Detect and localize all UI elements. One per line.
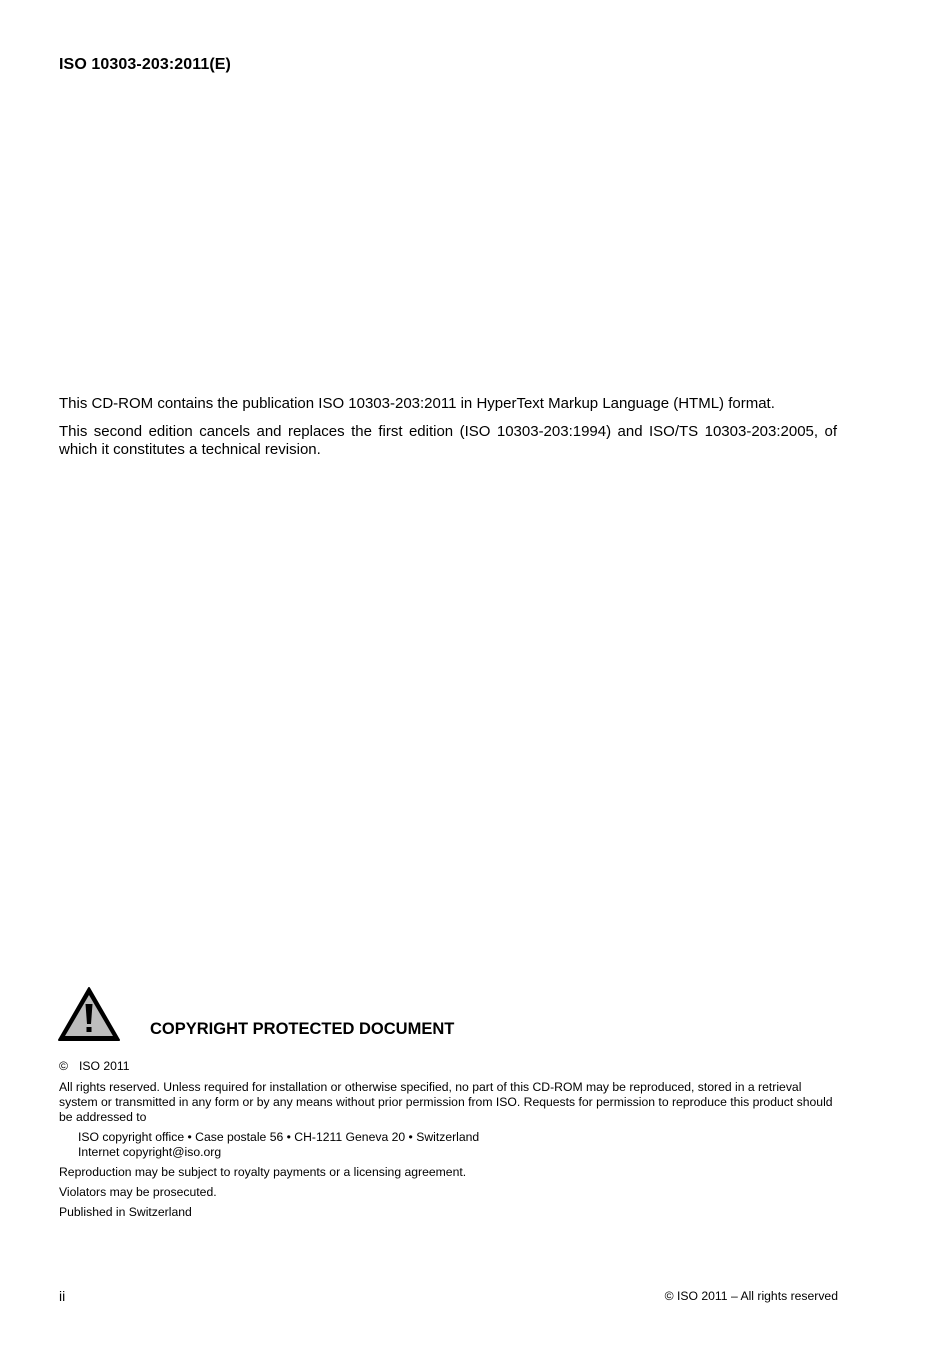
royalty-text: Reproduction may be subject to royalty payments or a licensing agreement. [59, 1165, 467, 1179]
copyright-owner-year: ISO 2011 [79, 1059, 130, 1073]
document-id-header: ISO 10303-203:2011(E) [59, 56, 231, 73]
contact-address [78, 1130, 838, 1160]
intro-section [59, 395, 837, 469]
internet-line: Internet copyright@iso.org [78, 1145, 222, 1159]
address-line: ISO copyright office • Case postale 56 • CH-1211 Geneva 20 • Switzerland [78, 1130, 480, 1144]
violators-text: Violators may be prosecuted. [59, 1185, 217, 1199]
copyright-notice [59, 1059, 838, 1225]
copyright-heading: COPYRIGHT PROTECTED DOCUMENT [150, 1020, 455, 1038]
rights-text: All rights reserved. Unless required for installation or otherwise specified, no part of this CD-ROM may be reproduced, stored in a retrieval system or transmitted in any form or by any means without prior permission from ISO. Requests for permission to reproduce this product should be addressed to [59, 1080, 833, 1124]
published-text: Published in Switzerland [59, 1205, 192, 1219]
page-number: ii [59, 1288, 66, 1304]
warning-triangle-icon [57, 986, 121, 1043]
copyright-symbol: © [59, 1059, 68, 1073]
intro-paragraph-1: This CD-ROM contains the publication ISO 10303-203:2011 in HyperText Markup Language (HTML) format. [59, 395, 775, 412]
intro-paragraph-2: This second edition cancels and replaces the first edition (ISO 10303-203:1994) and ISO/TS 10303-203:2005, of which it constitutes a technical revision. [59, 423, 837, 458]
copyright-line [59, 1059, 838, 1074]
footer-copyright: © ISO 2011 – All rights reserved [664, 1289, 838, 1303]
